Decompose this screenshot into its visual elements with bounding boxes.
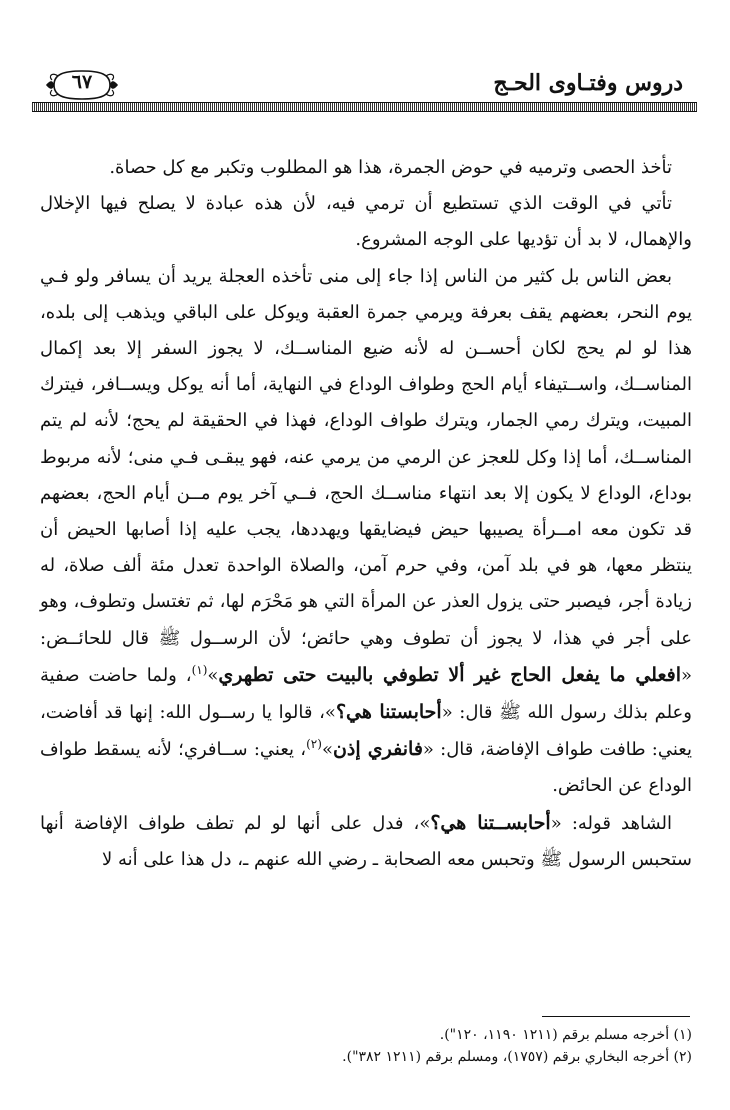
paragraph: تأتي في الوقت الذي تستطيع أن ترمي فيه، لأن هذه عبادة لا يصلح فيها الإخلال والإهمال، لا بد أن تؤديها على الوجه المشروع. [40, 193, 692, 251]
text-run: » [321, 739, 333, 761]
text-run: »، فدل على أنها لو لم تطف طواف الإفاضة أنها ستحبس الرسول ﷺ وتحبس معه الصحابة ـ رضي الله عنهم ـ، دل هذا على أنه لا [40, 812, 692, 870]
paragraph [40, 805, 692, 878]
running-header [32, 70, 697, 110]
hadith-quote: أحابستنا هي؟ [335, 701, 442, 724]
hadith-quote: فانفري إذن [332, 738, 423, 761]
text-run: ، ولما حاضت صفية وعلم بذلك رسول الله ﷺ قال: « [40, 664, 692, 724]
text-run: »، قالوا يا رســول الله: إنها قد أفاضت، يعني: طافت طواف الإفاضة، قال: « [40, 702, 692, 761]
paragraph [40, 259, 692, 805]
footnote: (١) أخرجه مسلم برقم (١٢١١ ١١٩٠، ١٢٠"). [439, 1027, 692, 1043]
footnote-marker[interactable]: (٢) [306, 737, 322, 752]
text-run: الشاهد قوله: « [550, 812, 672, 834]
hadith-quote: أحابســتنا هي؟ [430, 811, 551, 834]
footnote: (٢) أخرجه البخاري برقم (١٧٥٧)، ومسلم برقم (١٢١١ ٣٨٢"). [342, 1049, 692, 1065]
main-text [40, 150, 692, 878]
footnote-marker[interactable]: (١) [191, 662, 208, 677]
page-number-ornament [44, 68, 120, 102]
text-run: ، يعني: ســافري؛ لأنه يسقط طواف الوداع عن الحائض. [40, 739, 692, 797]
footnote-separator [542, 1016, 690, 1017]
paragraph: تأخذ الحصى وترميه في حوض الجمرة، هذا هو المطلوب وتكبر مع كل حصاة. [109, 157, 672, 178]
hadith-quote: افعلي ما يفعل الحاج غير ألا تطوفي بالبيت حتى تطهري [218, 663, 681, 686]
page-number: ٦٧ [71, 71, 93, 93]
text-run: بعض الناس بل كثير من الناس إذا جاء إلى منى تأخذه العجلة يريد أن يسافر ولو فـي يوم النحر، بعضهم يقف بعرفة ويرمي جمرة العقبة ويوكل على الباقي ويذهب إلى بلده، هذا لو لم يحج لكان أحســن له لأنه ضيع المناســك، لا يجوز السفر إلا بعد إكمال المناســك، واســتيفاء أيام الحج وطواف الوداع في النهاية، أما أنه يوكل ويســافر، فيترك المبيت، ويترك رمي الجمار، ويترك طواف الوداع، فهذا في الحقيقة لم يحج؛ لأنه لم يتم المناســك، أما إذا وكل للعجز عن الرمي من يرمي عنه، فهو يبقـى فـي منى؛ لأنه مربوط بوداع، الوداع لا يكون إلا بعد انتهاء مناســك الحج، فــي آخر يوم مــن أيام الحج، بعضهم قد تكون معه امــرأة يصيبها حيض فيضايقها ويهددها، يجب عليه إذا أصابها الحيض أن ينتظر معها، هو في بلد آمن، وفي حرم آمن، والصلاة الواحدة تعدل مئة ألف صلاة، له زيادة أجر، فيصبر حتى يزول العذر عن المرأة التي هو مَحْرَم لها، ثم تغتسل وتطوف، وهو على أجر في هذا، لا يجوز أن تطوف وهي حائض؛ لأن الرســول ﷺ قال للحائــض: « [40, 265, 692, 686]
footnotes [40, 1024, 692, 1068]
header-title: دروس وفتـاوى الحـج [485, 70, 683, 96]
header-rule [32, 102, 697, 112]
text-run: » [207, 664, 219, 686]
